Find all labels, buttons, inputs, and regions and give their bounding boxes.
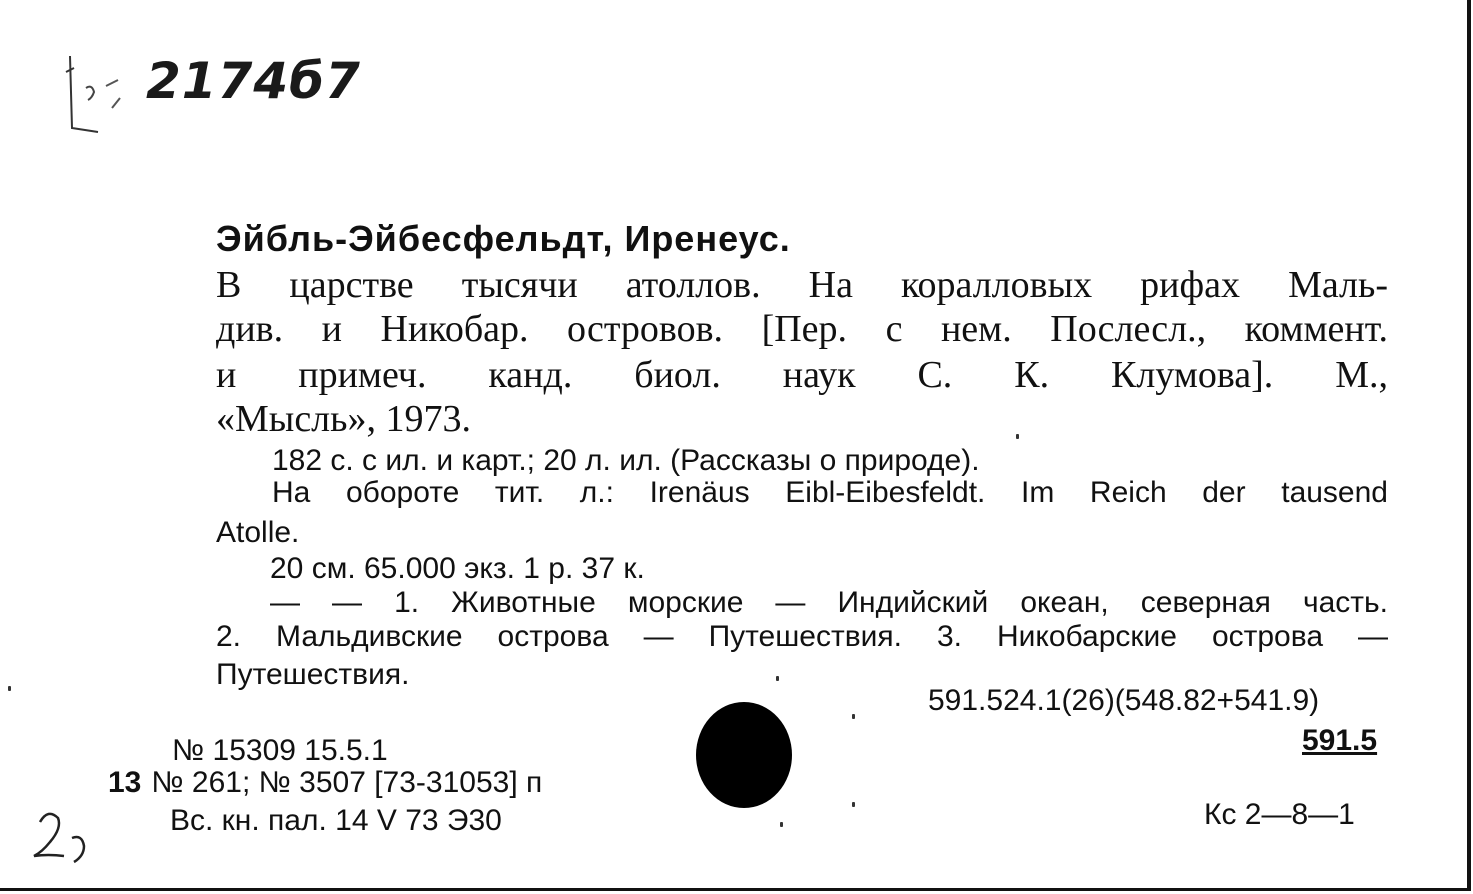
speck [8,686,11,691]
speck [852,714,855,719]
subject-line-1: — — 1. Животные морские — Индийский океан, северная часть. [270,586,1388,619]
registration-line-2-text: № 261; № 3507 [73-31053] п [151,766,543,799]
author-heading: Эйбль-Эйбесфельдт, Иренеус. [216,218,791,259]
inventory-number-handwritten: 2174б7 [146,52,361,110]
speck [852,802,855,807]
title-line-2: див. и Никобар. островов. [Пер. с нем. Послесл., коммент. [216,308,1388,350]
description-line-1: 182 с. с ил. и карт.; 20 л. ил. (Рассказы о природе). [272,444,980,477]
speck [1016,434,1019,439]
registration-line-3: Вс. кн. пал. 14 V 73 Э30 [170,804,502,837]
speck [776,676,779,681]
title-line-3: и примеч. канд. биол. наук С. К. Клумова]. М., [216,354,1388,396]
kc-code: Кс 2—8—1 [1204,798,1355,831]
registration-line-2 [108,766,542,800]
handwritten-corner-mark [26,800,96,870]
bbk-index: 591.5 [1302,724,1378,757]
description-line-3: Atolle. [216,516,300,549]
subject-line-2: 2. Мальдивские острова — Путешествия. 3. Никобарские острова — [216,620,1388,653]
title-line-4: «Мысль», 1973. [216,398,471,440]
registration-line-1: № 15309 15.5.1 [172,734,388,767]
title-line-1: В царстве тысячи атоллов. На коралловых рифах Маль- [216,264,1388,306]
speck [780,822,783,827]
handwritten-bracket-mark [62,50,126,150]
description-line-2: На обороте тит. л.: Irenäus Eibl-Eibesfeldt. Im Reich der tausend [272,476,1388,509]
subject-line-3: Путешествия. [216,658,410,691]
description-line-4: 20 см. 65.000 экз. 1 р. 37 к. [270,552,645,585]
punch-hole [696,702,792,808]
row-prefix-number: 13 [108,766,142,799]
udc-index: 591.524.1(26)(548.82+541.9) [928,684,1320,717]
